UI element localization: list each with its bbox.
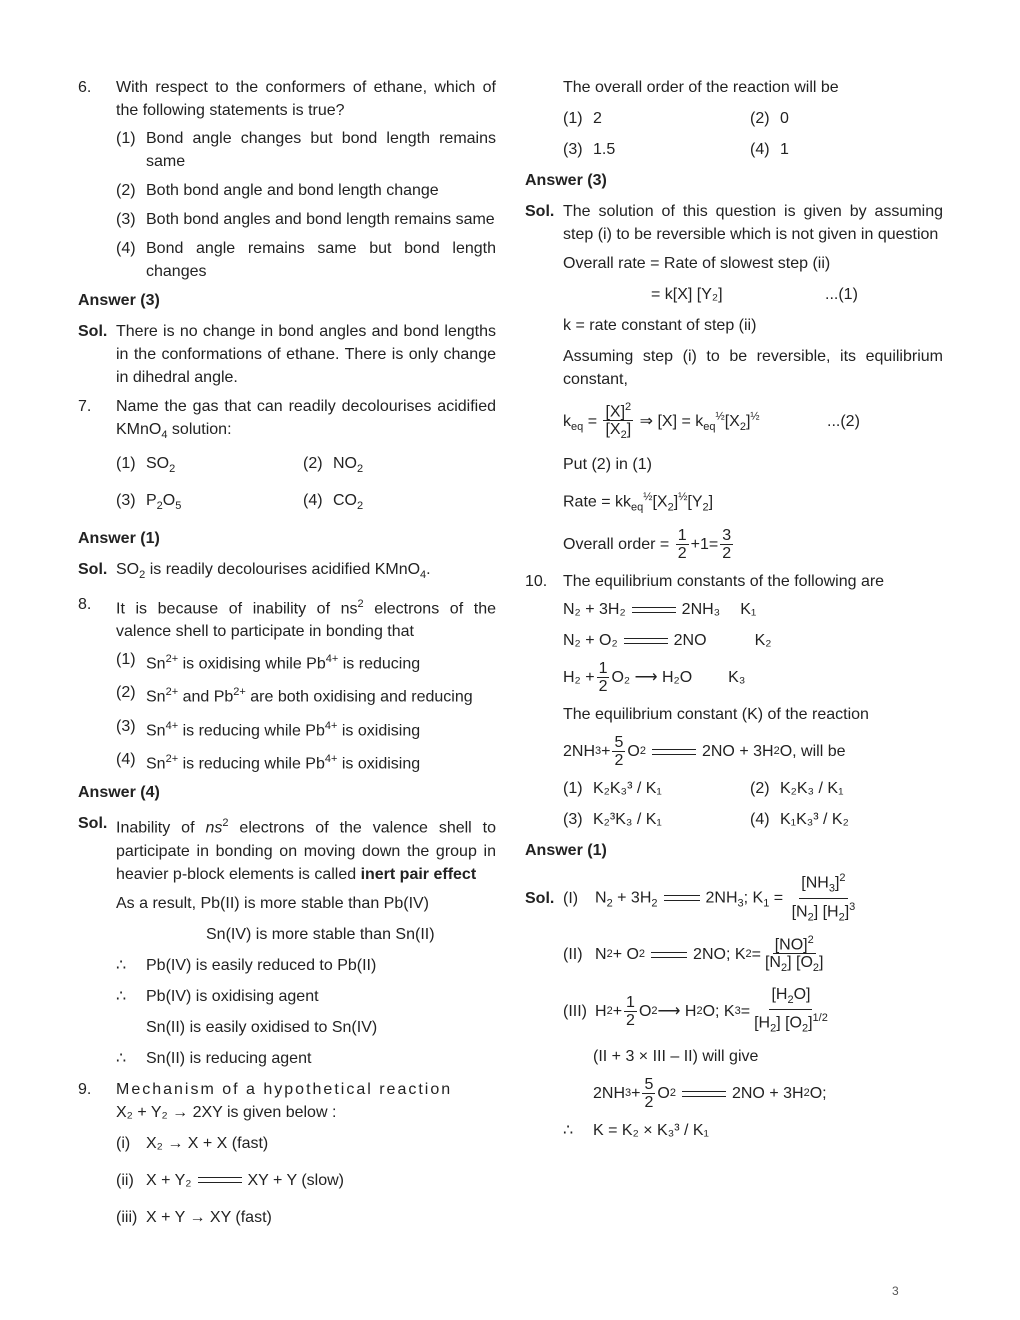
therefore-line: ∴ Pb(IV) is easily reduced to Pb(II): [116, 956, 377, 974]
answer: Answer (3): [78, 292, 160, 309]
option-text: Both bond angle and bond length change: [146, 182, 439, 199]
option-number: (2): [116, 182, 136, 199]
combined-reaction: 2NH 3 + $\frac{5}{2}$ O 2 2NO + 3H 2 O;: [593, 1076, 827, 1112]
reaction-3: H₂ + $\frac{1}{2}$ O₂ ⟶ H₂O K₃: [563, 660, 746, 696]
solution-text: Inability of $ns^2$ electrons of the valence shell to participate in bonding on moving down the group in heavier p-block elements is called inert pair effect: [116, 817, 497, 883]
reaction-2: N₂ + O₂ 2NO K₂: [563, 632, 772, 650]
solution-label: Sol.: [78, 323, 108, 340]
option: (3) K₂³K₃ / K₁: [563, 811, 662, 829]
question-text: With respect to the conformers of ethane, which of the following statements is true?: [116, 79, 496, 119]
option: (3) $P_2O_5$: [116, 492, 182, 513]
option: (1) 2: [563, 110, 602, 127]
answer: Answer (3): [525, 172, 607, 189]
option-text: Both bond angles and bond length remains same: [146, 211, 495, 228]
option: (1) $SO_2$: [116, 455, 176, 476]
solution-line: Sn(IV) is more stable than Sn(II): [206, 925, 435, 943]
options-grid: [563, 777, 943, 831]
option-text: Bond angle remains same but bond length changes: [146, 240, 496, 280]
question-text: It is because of inability of $ns^2$ electrons of the valence shell to participate in bonding that: [116, 597, 497, 641]
keq-expression: $k_{eq}$ = $\frac{[X]^2}{[X_2]}$ ⇒ $[X] = k_{eq}^{\frac{1}{2}}[X_2]^{\frac{1}{2}}$ ...(2): [563, 401, 860, 442]
equilibrium-arrow: [624, 636, 668, 646]
option-number: (1): [116, 130, 136, 147]
solution-label: Sol.: [525, 203, 555, 220]
option: [116, 127, 496, 173]
left-column: [78, 76, 496, 1235]
right-column: [525, 76, 943, 1150]
overall-order-expression: Overall order = $\frac{1}{2}$ +1= $\frac{3}{2}$: [563, 527, 732, 563]
question-number: 10.: [525, 573, 548, 591]
question-9: [78, 1078, 496, 1101]
target-reaction: 2NH 3 + $\frac{5}{2}$ O 2 2NO + 3H 2 O, will be: [563, 734, 846, 770]
solution-text: There is no change in bond angles and bond lengths in the conformations of ethane. There is only change in dihedral angle.: [116, 323, 496, 386]
page-number: 3: [892, 1284, 899, 1298]
question-text: Mechanism of a hypothetical reaction: [116, 1080, 453, 1098]
rate-expression: Rate = $kk_{eq}^{\frac{1}{2}}[X_2]^{\frac{1}{2}}[Y_2]$: [563, 490, 714, 514]
option: (1) $Sn^{2+}$ is oxidising while $Pb^{4+}$ is reducing: [116, 651, 421, 673]
solution-line: Sn(II) is easily oxidised to Sn(IV): [146, 1018, 378, 1036]
option-number: (3): [116, 211, 136, 228]
answer: Answer (1): [525, 842, 607, 860]
question-number: 6.: [78, 79, 92, 96]
solution-line: Overall rate = Rate of slowest step (ii): [563, 255, 831, 272]
option: [116, 237, 496, 283]
solution: [525, 200, 943, 246]
option: (3) 1.5: [563, 141, 616, 158]
option: (1) K₂K₃³ / K₁: [563, 780, 662, 798]
question-number: 8.: [78, 595, 92, 613]
option-text: Bond angle changes but bond length remains same: [146, 130, 496, 170]
option: (2) $Sn^{2+}$ and $Pb^{2+}$ are both oxidising and reducing: [116, 684, 473, 706]
reaction-equation: X₂ + Y₂ → 2XY is given below :: [116, 1103, 337, 1121]
rate-equation: = k[X] [Y₂] ...(1): [651, 286, 858, 303]
solution-step-3: (III) H 2 + $\frac{1}{2}$ O 2 ⟶ H 2 O; K 3 = $\frac{[H_2O]}{[H_2] [O_2]^{1/2}}$: [563, 985, 828, 1035]
option: (4) $CO_2$: [303, 492, 364, 513]
option: (4) K₁K₃³ / K₂: [750, 811, 849, 829]
reaction-1: N₂ + 3H₂ 2NH₃ K₁: [563, 601, 757, 619]
option: (2) K₂K₃ / K₁: [750, 780, 844, 798]
solution: [78, 320, 496, 389]
solution-text: The solution of this question is given by assuming step (i) to be reversible which is not given in question: [563, 203, 943, 243]
solution-step-2: (II) N 2 + O 2 2NO; K 2 = $\frac{[NO]^2}{[N_2] [O_2]}$: [563, 934, 824, 975]
therefore-line: ∴ Pb(IV) is oxidising agent: [116, 987, 319, 1005]
question-text: Name the gas that can readily decolourises acidified KMnO$_4$ solution:: [116, 398, 496, 442]
option: (2) 0: [750, 110, 789, 127]
solution-text: $SO_2$ is readily decolourises acidified KMnO$_4$.: [116, 560, 431, 581]
question-continuation: The overall order of the reaction will be: [563, 79, 839, 96]
solution: [78, 558, 496, 587]
solution-label: Sol.: [78, 560, 108, 578]
option: (3) $Sn^{4+}$ is reducing while $Pb^{4+}$ is oxidising: [116, 717, 421, 740]
solution: Sol. (I) $N_2 + 3H_2$ $2NH_3$; $K_1$ = $\frac{[NH_3]^2}{[N_2] [H_2]^3}$: [525, 872, 856, 924]
options-grid: [116, 452, 496, 518]
solution-line: As a result, Pb(II) is more stable than Pb(IV): [116, 894, 430, 912]
solution-label: Sol.: [78, 815, 108, 833]
option: (4) $Sn^{2+}$ is reducing while $Pb^{4+}$ is oxidising: [116, 751, 421, 773]
option-number: (4): [116, 240, 136, 257]
question-text: The equilibrium constants of the following are: [563, 573, 885, 591]
solution-line: The equilibrium constant (K) of the reaction: [563, 706, 869, 724]
question-6: [78, 76, 496, 122]
option: (4) 1: [750, 141, 789, 158]
solution-line: (II + 3 × III – II) will give: [593, 1048, 759, 1066]
solution-line: Assuming step (i) to be reversible, its equilibrium constant,: [563, 348, 943, 388]
question-number: 9.: [78, 1080, 92, 1098]
answer: Answer (1): [78, 529, 160, 547]
answer: Answer (4): [78, 784, 160, 802]
option: [116, 179, 496, 202]
mechanism-step: (ii) X + Y₂ XY + Y (slow): [116, 1171, 344, 1189]
solution-line: k = rate constant of step (ii): [563, 317, 757, 334]
question-7: [78, 395, 496, 447]
therefore-line: ∴ K = K₂ × K₃³ / K₁: [563, 1122, 709, 1140]
question-8: [78, 593, 496, 643]
question-number: 7.: [78, 398, 92, 415]
solution-label: Sol.: [525, 889, 555, 907]
equilibrium-arrow: [652, 747, 696, 757]
solution-line: Put (2) in (1): [563, 455, 652, 473]
mechanism-step: (iii) X + Y → XY (fast): [116, 1208, 272, 1226]
question-10: [525, 570, 943, 593]
option: (2) $NO_2$: [303, 455, 364, 476]
therefore-line: ∴ Sn(II) is reducing agent: [116, 1049, 312, 1067]
mechanism-step: (i) X₂ → X + X (fast): [116, 1134, 269, 1152]
equilibrium-arrow: [632, 605, 676, 615]
solution: [78, 812, 496, 885]
options-grid: [563, 107, 943, 161]
equilibrium-arrow: [198, 1175, 242, 1185]
option: [116, 208, 496, 231]
equilibrium-arrow: [682, 1089, 726, 1099]
